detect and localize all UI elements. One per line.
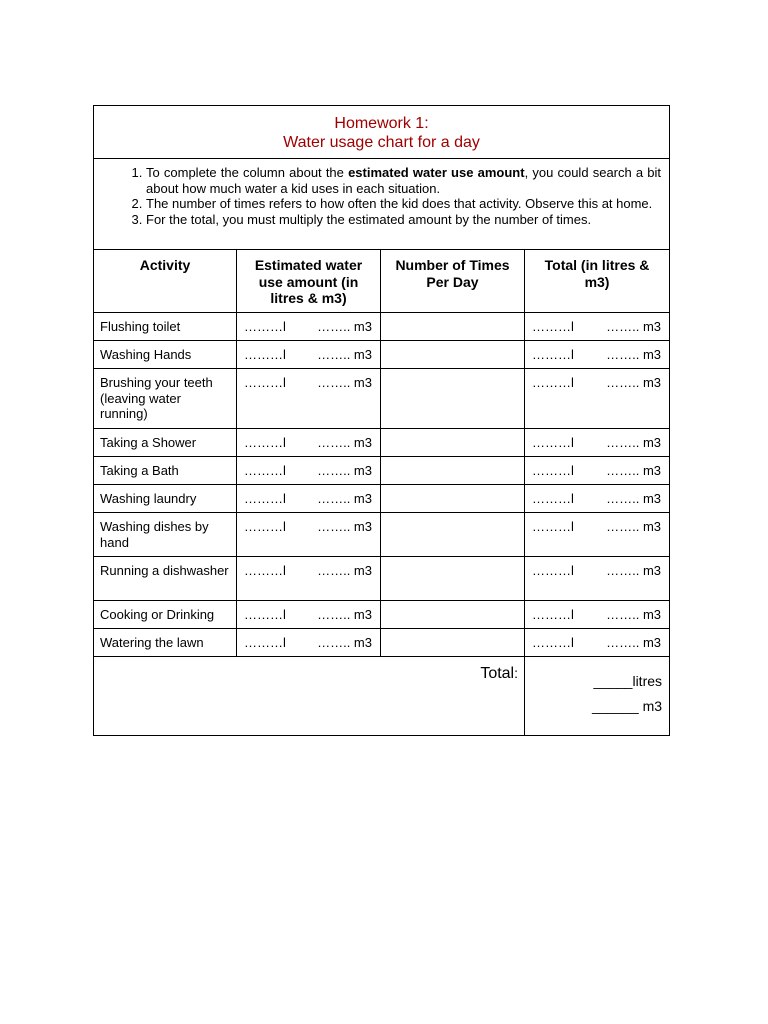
activity-label: Brushing your teeth (leaving water running) [100, 375, 213, 421]
litres-blank[interactable]: ………l [532, 635, 574, 650]
estimated-cell[interactable] [237, 513, 381, 557]
total-litres-blank[interactable]: _____litres [593, 673, 663, 689]
activity-label: Taking a Shower [100, 435, 197, 450]
m3-blank[interactable]: …….. m3 [317, 491, 372, 506]
litres-blank[interactable]: ………l [244, 635, 286, 650]
activity-label: Taking a Bath [100, 463, 179, 478]
estimated-cell[interactable] [237, 629, 381, 657]
estimated-cell[interactable] [237, 313, 381, 341]
m3-blank[interactable]: …….. m3 [606, 375, 662, 390]
estimated-cell[interactable] [237, 429, 381, 457]
total-colon: : [514, 665, 518, 681]
times-per-day-cell[interactable] [381, 557, 525, 601]
header-estimated-label: Estimated water use amount (in litres & m3) [254, 257, 363, 306]
estimated-cell[interactable] [237, 341, 381, 369]
total-cell[interactable] [525, 457, 670, 485]
instructions-list [146, 165, 661, 227]
total-cell[interactable] [525, 313, 670, 341]
m3-blank[interactable]: …….. m3 [317, 319, 372, 334]
homework-title: Homework 1: [334, 115, 429, 132]
m3-blank[interactable]: …….. m3 [317, 435, 372, 450]
litres-blank[interactable]: ………l [244, 319, 286, 334]
litres-blank[interactable]: ………l [244, 347, 286, 362]
estimated-cell[interactable] [237, 601, 381, 629]
times-per-day-cell[interactable] [381, 485, 525, 513]
instruction-text: The number of times refers to how often the kid does that activity. Observe this at home. [146, 196, 653, 211]
litres-blank[interactable]: ………l [244, 435, 286, 450]
litres-blank[interactable]: ………l [532, 491, 574, 506]
title-cell [94, 106, 670, 159]
litres-blank[interactable]: ………l [532, 563, 574, 578]
instruction-text: , you could search a bit about how much water a kid uses in each situation. [146, 165, 662, 196]
total-m3-blank[interactable]: ______ m3 [591, 698, 663, 714]
total-label [480, 665, 518, 683]
chart-title: Water usage chart for a day [283, 134, 480, 151]
header-total-label: Total (in litres & m3) [544, 257, 650, 290]
m3-blank[interactable]: …….. m3 [606, 319, 662, 334]
litres-blank[interactable]: ………l [244, 375, 286, 390]
m3-blank[interactable]: …….. m3 [317, 607, 372, 622]
activity-row [94, 369, 670, 429]
m3-blank[interactable]: …….. m3 [606, 607, 662, 622]
m3-blank[interactable]: …….. m3 [606, 635, 662, 650]
m3-blank[interactable]: …….. m3 [606, 491, 662, 506]
estimated-cell[interactable] [237, 557, 381, 601]
total-word: Total [480, 665, 515, 682]
instruction-item [146, 165, 661, 196]
header-times-label: Number of Times Per Day [395, 257, 510, 290]
litres-blank[interactable]: ………l [244, 463, 286, 478]
estimated-cell[interactable] [237, 485, 381, 513]
instruction-item [146, 212, 661, 228]
litres-blank[interactable]: ………l [532, 463, 574, 478]
m3-blank[interactable]: …….. m3 [606, 347, 662, 362]
litres-blank[interactable]: ………l [244, 563, 286, 578]
estimated-cell[interactable] [237, 457, 381, 485]
header-total [525, 250, 670, 313]
m3-blank[interactable]: …….. m3 [317, 463, 372, 478]
instruction-item [146, 196, 661, 212]
m3-blank[interactable]: …….. m3 [317, 563, 372, 578]
m3-blank[interactable]: …….. m3 [317, 347, 372, 362]
instructions-cell [94, 159, 670, 250]
litres-blank[interactable]: ………l [244, 519, 286, 534]
litres-blank[interactable]: ………l [532, 347, 574, 362]
activity-cell [94, 457, 237, 485]
activity-label: Flushing toilet [100, 319, 181, 334]
activity-row [94, 313, 670, 341]
header-row [94, 250, 670, 313]
times-per-day-cell[interactable] [381, 429, 525, 457]
times-per-day-cell[interactable] [381, 457, 525, 485]
activity-label: Washing dishes by hand [100, 519, 209, 550]
estimated-cell[interactable] [237, 369, 381, 429]
activity-row [94, 485, 670, 513]
litres-blank[interactable]: ………l [244, 607, 286, 622]
litres-blank[interactable]: ………l [532, 519, 574, 534]
times-per-day-cell[interactable] [381, 341, 525, 369]
instruction-bold: estimated water use amount [348, 165, 525, 180]
activity-row [94, 457, 670, 485]
total-values-cell[interactable] [525, 657, 670, 736]
activity-row [94, 557, 670, 601]
total-cell[interactable] [525, 369, 670, 429]
m3-blank[interactable]: …….. m3 [606, 463, 662, 478]
times-per-day-cell[interactable] [381, 601, 525, 629]
activity-label: Running a dishwasher [100, 563, 229, 578]
m3-blank[interactable]: …….. m3 [317, 375, 372, 390]
activity-row [94, 429, 670, 457]
activity-label: Washing Hands [100, 347, 192, 362]
activity-cell [94, 513, 237, 557]
activity-cell [94, 557, 237, 601]
header-estimated [237, 250, 381, 313]
litres-blank[interactable]: ………l [532, 375, 574, 390]
times-per-day-cell[interactable] [381, 513, 525, 557]
litres-blank[interactable]: ………l [244, 491, 286, 506]
activity-cell [94, 485, 237, 513]
activity-cell [94, 369, 237, 429]
activity-row [94, 341, 670, 369]
homework-sheet [93, 105, 670, 736]
total-cell[interactable] [525, 629, 670, 657]
litres-blank[interactable]: ………l [532, 435, 574, 450]
times-per-day-cell[interactable] [381, 369, 525, 429]
activity-row [94, 629, 670, 657]
activity-label: Washing laundry [100, 491, 197, 506]
times-per-day-cell[interactable] [381, 313, 525, 341]
litres-blank[interactable]: ………l [532, 319, 574, 334]
activity-label: Cooking or Drinking [100, 607, 215, 622]
litres-blank[interactable]: ………l [532, 607, 574, 622]
activity-row [94, 513, 670, 557]
m3-blank[interactable]: …….. m3 [317, 519, 372, 534]
m3-blank[interactable]: …….. m3 [317, 635, 372, 650]
m3-blank[interactable]: …….. m3 [606, 519, 662, 534]
activity-cell [94, 313, 237, 341]
total-cell[interactable] [525, 557, 670, 601]
total-cell[interactable] [525, 513, 670, 557]
total-row [94, 657, 670, 736]
header-activity-label: Activity [139, 257, 191, 273]
activity-cell [94, 429, 237, 457]
total-cell[interactable] [525, 601, 670, 629]
instruction-text: To complete the column about the [146, 165, 349, 180]
m3-blank[interactable]: …….. m3 [606, 435, 662, 450]
activity-row [94, 601, 670, 629]
activity-label: Watering the lawn [100, 635, 204, 650]
activity-cell [94, 629, 237, 657]
total-cell[interactable] [525, 429, 670, 457]
header-activity [94, 250, 237, 313]
header-times [381, 250, 525, 313]
total-label-cell [94, 657, 525, 736]
total-cell[interactable] [525, 485, 670, 513]
times-per-day-cell[interactable] [381, 629, 525, 657]
total-cell[interactable] [525, 341, 670, 369]
activity-cell [94, 601, 237, 629]
m3-blank[interactable]: …….. m3 [606, 563, 662, 578]
activity-cell [94, 341, 237, 369]
instruction-text: For the total, you must multiply the estimated amount by the number of times. [146, 211, 592, 227]
